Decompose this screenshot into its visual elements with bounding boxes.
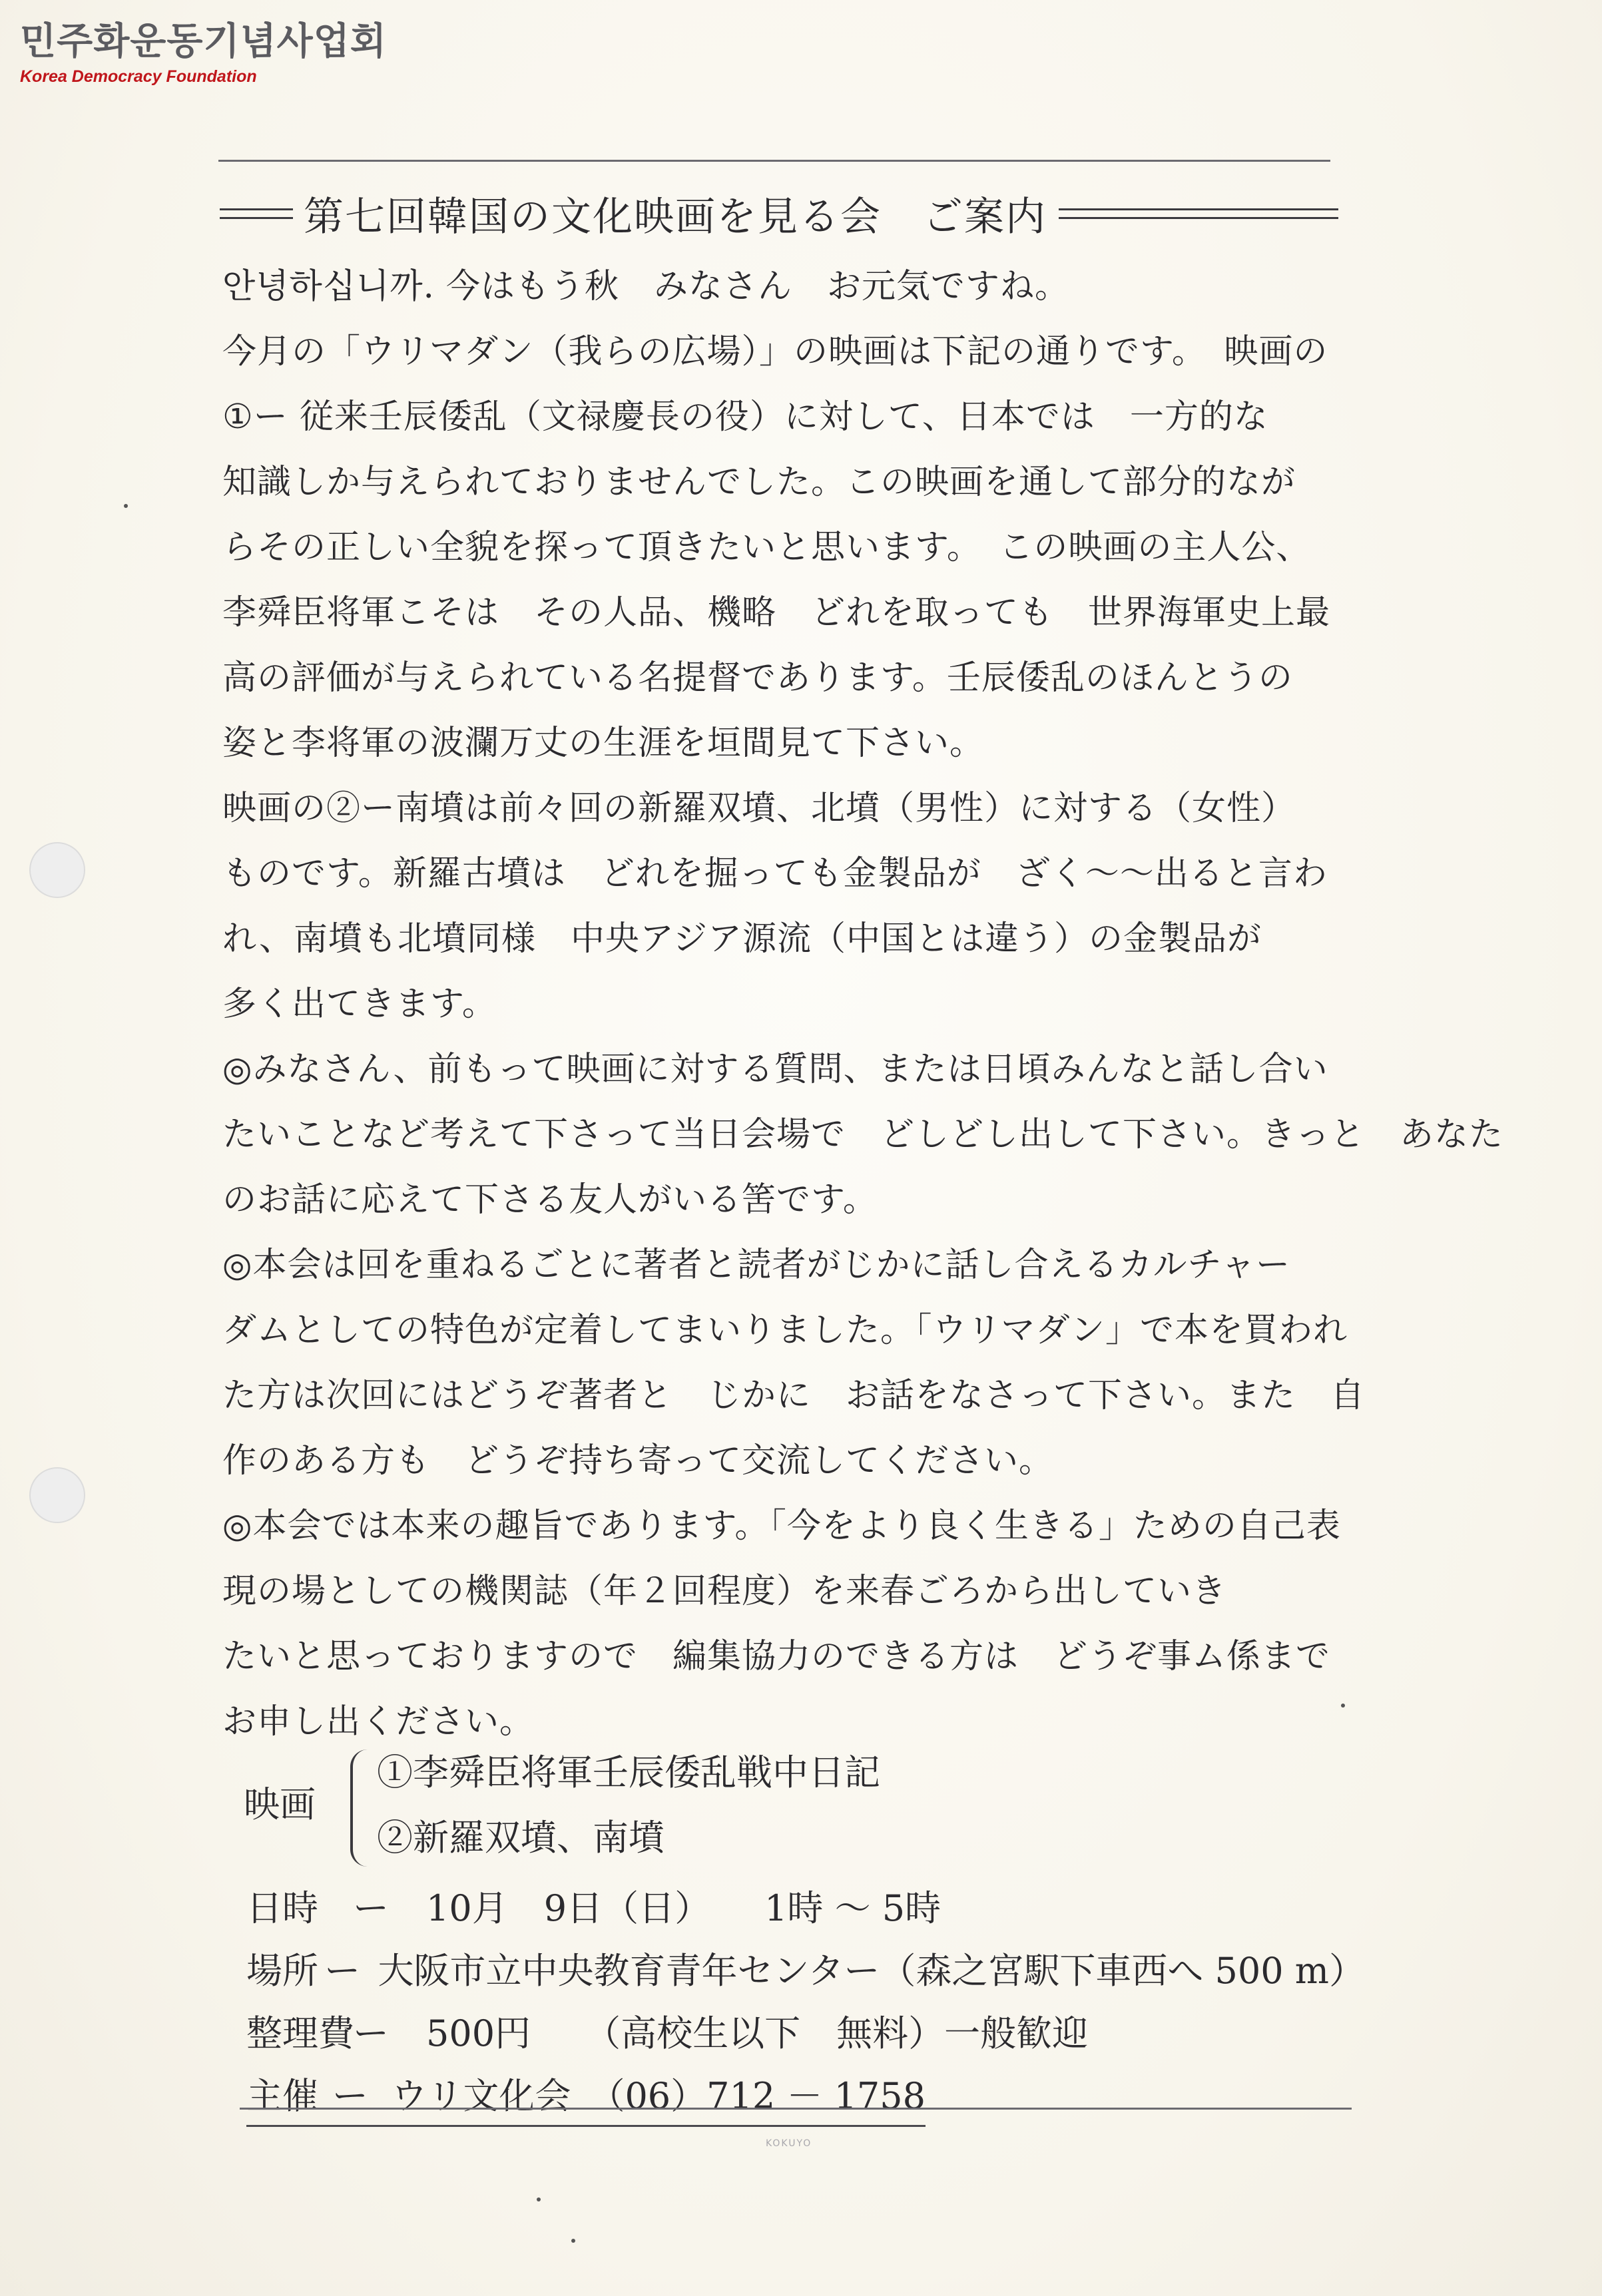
- body-line: のお話に応えて下さる友人がいる筈です。: [222, 1180, 878, 1220]
- body-line: 映画の②ー南墳は前々回の新羅双墳、北墳（男性）に対する（女性）: [222, 789, 1296, 828]
- paper-maker-mark: KOKUYO: [766, 2138, 812, 2149]
- info-key: 主催: [246, 2075, 318, 2117]
- info-separator: ー: [332, 2075, 368, 2117]
- info-place: [246, 1940, 1365, 2002]
- info-value: 大阪市立中央教育青年センター（森之宮駅下車西へ 500 m）: [378, 1950, 1365, 1992]
- punch-hole: [29, 1467, 85, 1523]
- body-line: 高の評価が与えられている名提督であります。壬辰倭乱のほんとうの: [222, 658, 1293, 698]
- body-line: 多く出てきます。: [222, 985, 497, 1024]
- body-line: 李舜臣将軍こそは その人品、機略 どれを取っても 世界海軍史上最: [222, 593, 1331, 632]
- title-double-dash-right: [1059, 208, 1338, 219]
- body-line: ◎本会では本来の趣旨であります。「今をより良く生きる」ための自己表: [222, 1506, 1341, 1546]
- paper-speck: [571, 2239, 575, 2243]
- body-line: れ、南墳も北墳同様 中央アジア源流（中国とは違う）の金製品が: [222, 919, 1262, 959]
- body-line: 今月の「ウリマダン（我らの広場）」の映画は下記の通りです。 映画の: [222, 332, 1328, 371]
- paper-speck: [537, 2197, 541, 2201]
- body-line: お申し出ください。: [222, 1702, 535, 1741]
- body-line: ◎本会は回を重ねるごとに著者と読者がじかに話し合えるカルチャー: [222, 1246, 1290, 1285]
- info-separator: ー: [353, 2012, 389, 2054]
- event-info: [246, 1877, 1365, 2127]
- info-value: ウリ文化会 （06）712 － 1758: [391, 2075, 926, 2117]
- info-separator: ー: [353, 1887, 389, 1929]
- body-line: たいと思っておりますので 編集協力のできる方は どうぞ事ム係まで: [222, 1637, 1331, 1676]
- body-line: 안녕하십니까. 今はもう秋 みなさん お元気ですね。: [222, 267, 1070, 306]
- film-item: ②新羅双墳、南墳: [377, 1817, 665, 1859]
- body-line: らその正しい全貌を探って頂きたいと思います。 この映画の主人公、: [222, 528, 1311, 567]
- info-datetime: [246, 1877, 1365, 1940]
- body-line: 知識しか与えられておりませんでした。この映画を通して部分的なが: [222, 463, 1296, 502]
- film-list-label: 映画: [244, 1783, 316, 1825]
- body-line: 作のある方も どうぞ持ち寄って交流してください。: [222, 1441, 1054, 1481]
- body-line: たいことなど考えて下さって当日会場で どしどし出して下さい。きっと あなた: [222, 1115, 1504, 1154]
- film-list: [244, 1744, 1242, 1871]
- body-line: ダムとしての特色が定着してまいりました。「ウリマダン」で本を買われ: [222, 1311, 1348, 1350]
- info-value: 10月 9日（日） 1時 ～ 5時: [426, 1887, 941, 1929]
- body-line: ものです。新羅古墳は どれを掘っても金製品が ざく～～出ると言わ: [222, 854, 1328, 893]
- title-double-dash-left: [220, 208, 293, 219]
- paper-speck: [124, 504, 128, 508]
- body-line: ①ー 従来壬辰倭乱（文禄慶長の役）に対して、日本では 一方的な: [222, 397, 1268, 437]
- body-line: 現の場としての機関誌（年２回程度）を来春ごろから出していき: [222, 1572, 1227, 1611]
- watermark-english: Korea Democracy Foundation: [20, 67, 257, 86]
- info-key: 整理費: [246, 2012, 354, 2054]
- curly-brace: [350, 1749, 370, 1867]
- info-key: 日時: [246, 1887, 318, 1929]
- punch-hole: [29, 842, 85, 898]
- info-fee: [246, 2002, 1365, 2065]
- bottom-rule: [240, 2108, 1352, 2110]
- archive-watermark: [20, 19, 387, 88]
- info-separator: ー: [324, 1950, 361, 1992]
- info-value: 500円 （高校生以下 無料）一般歓迎: [426, 2012, 1089, 2054]
- paper-speck: [1341, 1704, 1345, 1708]
- title-row: [220, 184, 1338, 244]
- body-line: た方は次回にはどうぞ著者と じかに お話をなさって下さい。また 自: [222, 1376, 1366, 1415]
- top-rule: [218, 160, 1330, 162]
- document-title: 第七回韓国の文化映画を見る会 ご案内: [304, 194, 1047, 240]
- info-organizer: [246, 2065, 926, 2127]
- info-key: 場所: [246, 1950, 318, 1992]
- body-line: ◎みなさん、前もって映画に対する質問、または日頃みんなと話し合い: [222, 1050, 1328, 1089]
- film-item: ①李舜臣将軍壬辰倭乱戦中日記: [377, 1751, 880, 1793]
- body-line: 姿と李将軍の波瀾万丈の生涯を垣間見て下さい。: [222, 724, 985, 763]
- watermark-korean: 민주화운동기념사업회: [20, 20, 387, 63]
- letter-body: [222, 254, 1504, 1755]
